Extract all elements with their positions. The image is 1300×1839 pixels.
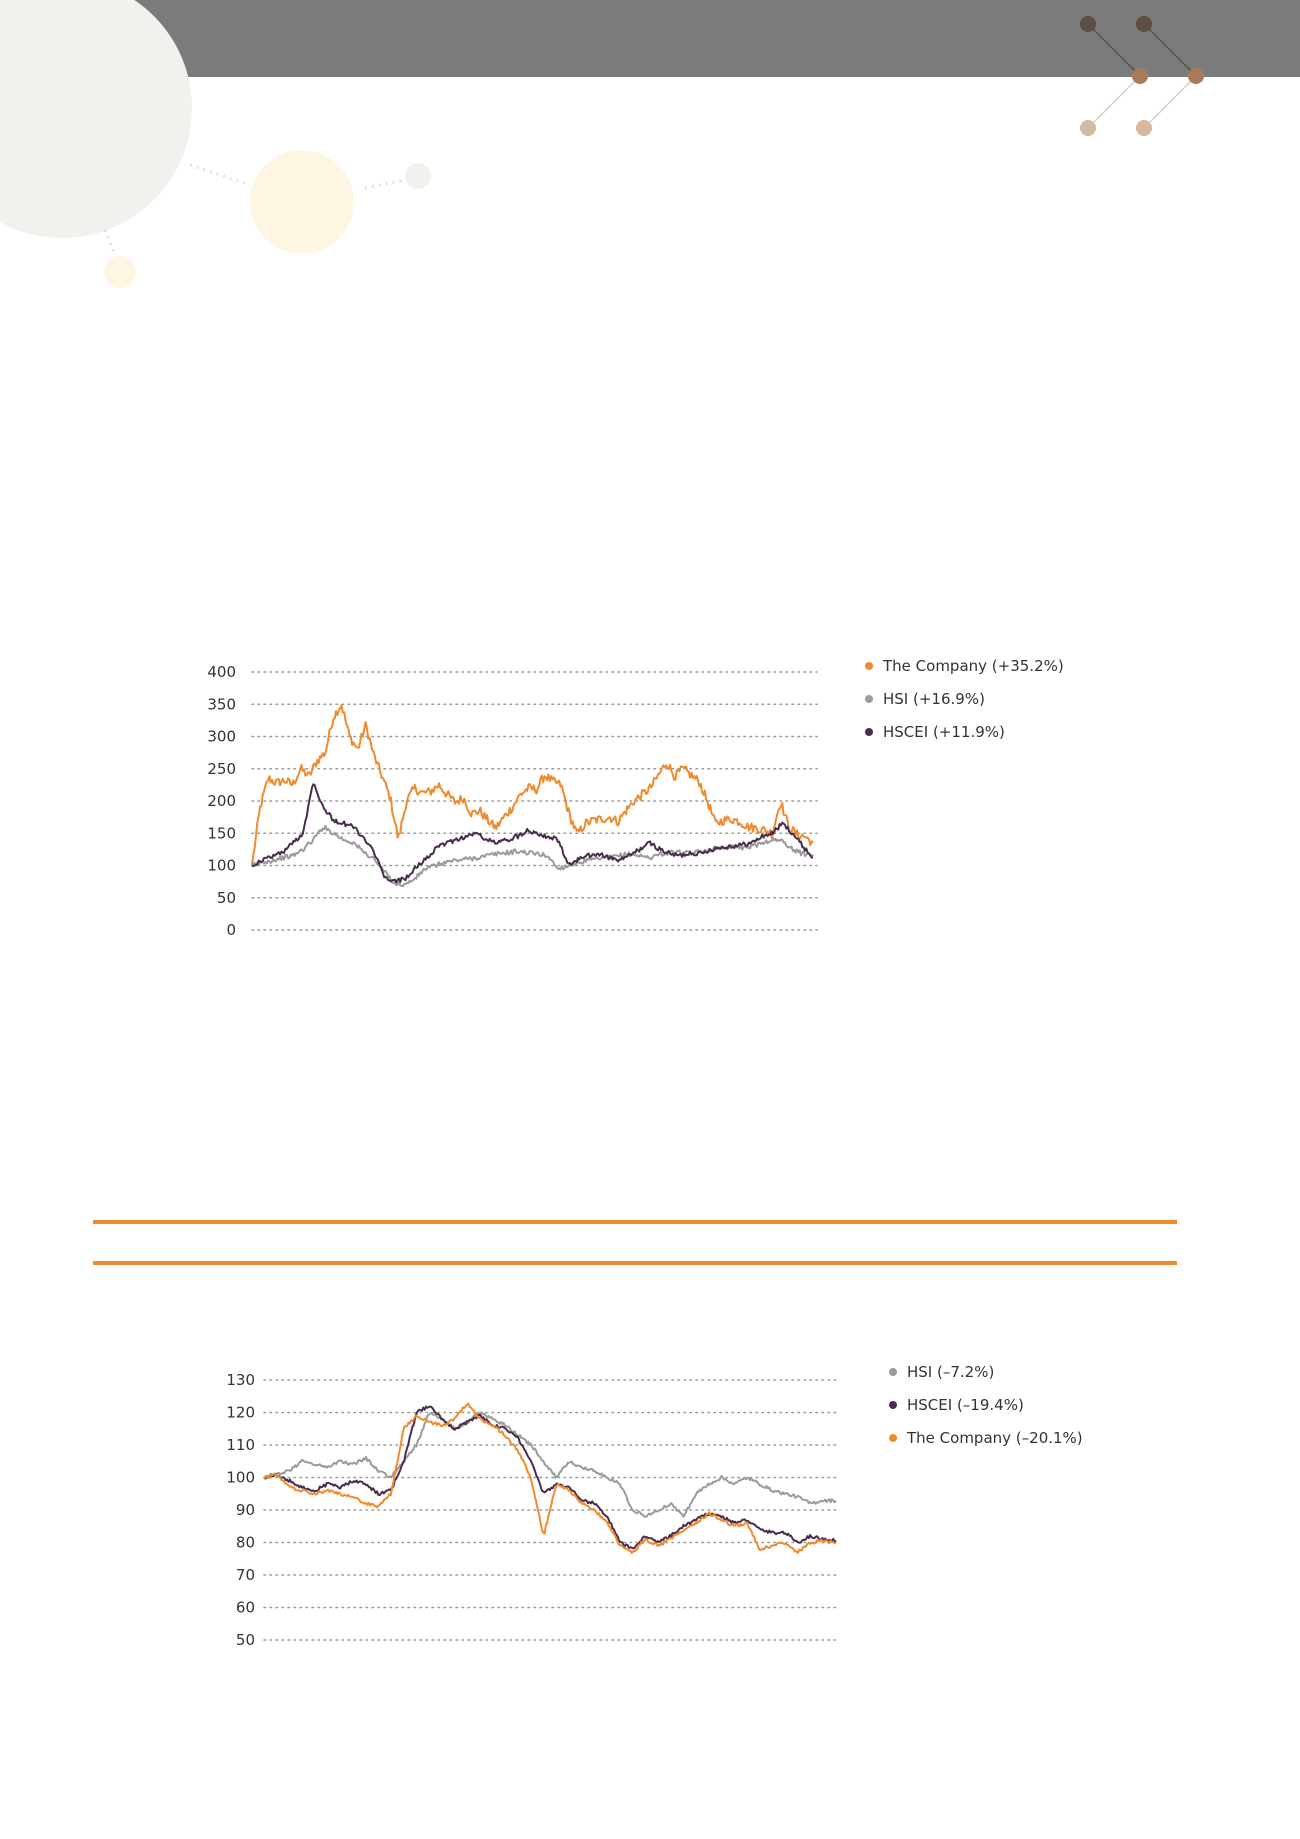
y-tick-label: 120 xyxy=(226,1403,255,1422)
deco-medium-circle xyxy=(250,150,354,254)
y-tick-label: 200 xyxy=(207,792,236,810)
chart-performance-long-term xyxy=(0,640,860,940)
y-tick-label: 110 xyxy=(226,1436,255,1454)
y-tick-label: 50 xyxy=(235,1631,255,1649)
y-tick-label: 350 xyxy=(207,695,236,714)
y-tick-label: 100 xyxy=(226,1468,255,1487)
legend-item xyxy=(865,682,1064,715)
legend-item xyxy=(865,715,1064,748)
legend-chart-2 xyxy=(889,1355,1083,1454)
deco-tiny-circle xyxy=(405,163,431,189)
y-tick-label: 70 xyxy=(235,1566,255,1584)
legend-dot xyxy=(865,662,873,670)
y-tick-label: 400 xyxy=(207,663,236,681)
section-rule-top xyxy=(93,1220,1177,1224)
y-tick-label: 60 xyxy=(235,1598,255,1617)
legend-label: The Company (–20.1%) xyxy=(907,1428,1083,1447)
deco-dotted-link xyxy=(190,165,250,185)
y-tick-label: 300 xyxy=(207,727,236,746)
legend-item xyxy=(889,1388,1083,1421)
legend-chart-1 xyxy=(865,649,1064,748)
deco-dotted-link xyxy=(365,180,405,188)
series-line xyxy=(264,1413,836,1517)
legend-label: HSCEI (+11.9%) xyxy=(883,722,1005,741)
deco-large-circle xyxy=(0,0,192,238)
legend-label: HSI (+16.9%) xyxy=(883,689,985,708)
legend-dot xyxy=(889,1434,897,1442)
series-line xyxy=(252,826,813,887)
legend-item xyxy=(889,1421,1083,1454)
decorative-graphics xyxy=(0,0,1300,300)
y-tick-label: 250 xyxy=(207,759,236,778)
legend-label: HSCEI (–19.4%) xyxy=(907,1395,1024,1414)
legend-label: HSI (–7.2%) xyxy=(907,1362,995,1381)
deco-network-icon xyxy=(1080,16,1204,136)
deco-small-circle xyxy=(104,256,136,288)
y-tick-label: 130 xyxy=(226,1371,255,1389)
y-tick-label: 100 xyxy=(207,856,236,875)
series-line xyxy=(252,705,813,865)
legend-item xyxy=(865,649,1064,682)
legend-item xyxy=(889,1355,1083,1388)
legend-dot xyxy=(889,1368,897,1376)
deco-dotted-link xyxy=(105,230,115,255)
chart-performance-year xyxy=(0,1360,880,1660)
y-tick-label: 150 xyxy=(207,824,236,843)
legend-dot xyxy=(865,695,873,703)
y-tick-label: 0 xyxy=(226,921,236,939)
section-rule-bottom xyxy=(93,1261,1177,1265)
y-tick-label: 80 xyxy=(235,1533,255,1552)
legend-dot xyxy=(889,1401,897,1409)
y-tick-label: 90 xyxy=(235,1501,255,1519)
legend-dot xyxy=(865,728,873,736)
y-tick-label: 50 xyxy=(216,888,236,907)
legend-label: The Company (+35.2%) xyxy=(883,656,1064,675)
